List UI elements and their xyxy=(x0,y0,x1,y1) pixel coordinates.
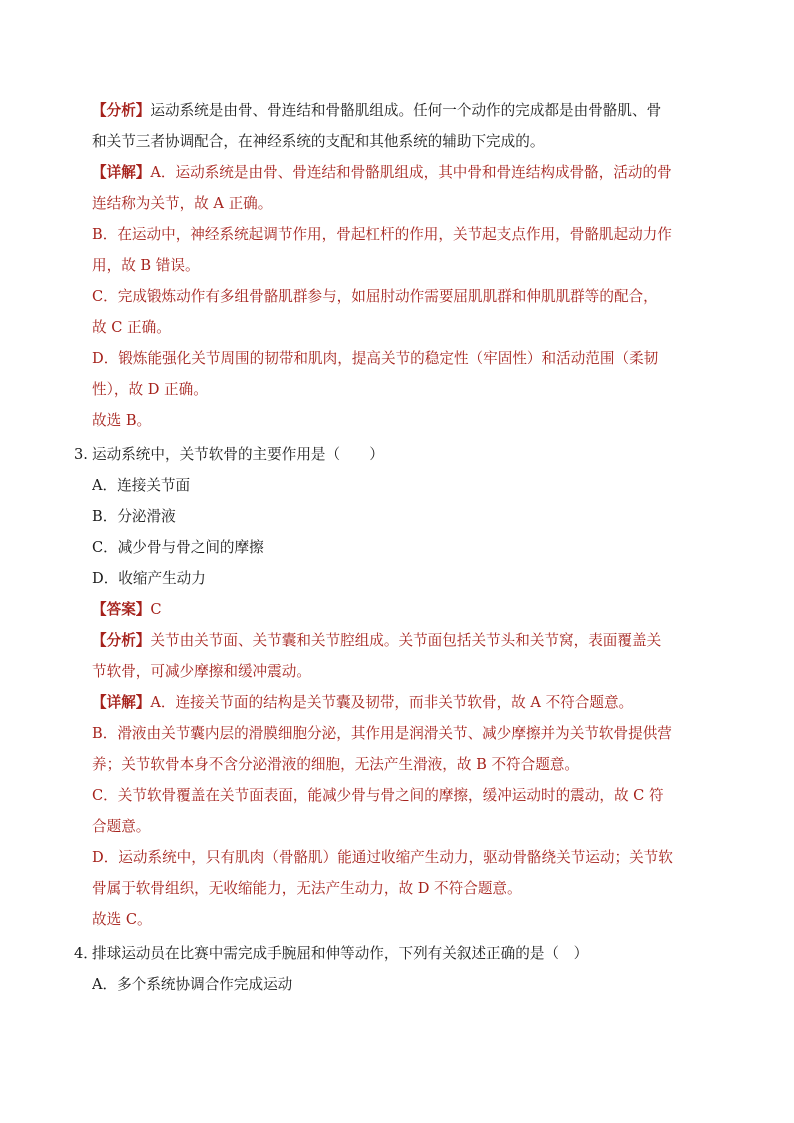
answer-tag: 【答案】 xyxy=(92,601,151,618)
question-3-detail-c-line-2: 合题意。 xyxy=(92,818,151,835)
q2-analysis-line-2: 和关节三者协调配合，在神经系统的支配和其他系统的辅助下完成的。 xyxy=(92,133,545,150)
q2-detail-c-line-1: C．完成锻炼动作有多组骨骼肌群参与，如屈肘动作需要屈肌肌群和伸肌肌群等的配合， xyxy=(92,288,658,305)
analysis-text: 运动系统是由骨、骨连结和骨骼肌组成。任何一个动作的完成都是由骨骼肌、骨 xyxy=(150,102,662,119)
question-3-answer xyxy=(92,598,732,622)
question-3-detail-d-line-1: D．运动系统中，只有肌肉（骨骼肌）能通过收缩产生动力，驱动骨骼绕关节运动；关节软 xyxy=(92,849,673,866)
detail-text: A．连接关节面的结构是关节囊及韧带，而非关节软骨，故 A 不符合题意。 xyxy=(150,694,634,711)
q2-detail-c-line-2: 故 C 正确。 xyxy=(92,319,171,336)
question-3-option-c: C．减少骨与骨之间的摩擦 xyxy=(92,539,264,556)
analysis-tag: 【分析】 xyxy=(92,102,151,119)
q2-detail-d-line-2: 性），故 D 正确。 xyxy=(92,381,208,398)
question-3-analysis-line-1 xyxy=(92,629,732,653)
detail-tag: 【详解】 xyxy=(92,164,151,181)
q2-detail-a-line-1 xyxy=(92,161,732,185)
question-3-conclusion: 故选 C。 xyxy=(92,911,152,928)
q2-detail-a-line-2: 连结称为关节，故 A 正确。 xyxy=(92,195,273,212)
question-3-detail-b-line-2: 养；关节软骨本身不含分泌滑液的细胞，无法产生滑液，故 B 不符合题意。 xyxy=(92,756,580,773)
question-4-number: 4． xyxy=(74,945,98,962)
q2-detail-b-line-2: 用，故 B 错误。 xyxy=(92,257,200,274)
analysis-tag: 【分析】 xyxy=(92,632,151,649)
answer-value: C xyxy=(150,601,162,618)
question-3-stem: 运动系统中，关节软骨的主要作用是（ ） xyxy=(92,446,384,463)
question-3-analysis-line-2: 节软骨，可减少摩擦和缓冲震动。 xyxy=(92,663,311,680)
question-3-detail-b-line-1: B．滑液由关节囊内层的滑膜细胞分泌，其作用是润滑关节、减少摩擦并为关节软骨提供营 xyxy=(92,725,672,742)
question-3-option-d: D．收缩产生动力 xyxy=(92,570,206,587)
q2-detail-b-line-1: B．在运动中，神经系统起调节作用，骨起杠杆的作用，关节起支点作用，骨骼肌起动力作 xyxy=(92,226,672,243)
analysis-text: 关节由关节面、关节囊和关节腔组成。关节面包括关节头和关节窝，表面覆盖关 xyxy=(150,632,662,649)
question-3-option-b: B．分泌滑液 xyxy=(92,508,176,525)
question-3-detail-a xyxy=(92,691,732,715)
question-3-detail-c-line-1: C．关节软骨覆盖在关节面表面，能减少骨与骨之间的摩擦，缓冲运动时的震动，故 C 符 xyxy=(92,787,664,804)
detail-text: A．运动系统是由骨、骨连结和骨骼肌组成，其中骨和骨连结构成骨骼，活动的骨 xyxy=(150,164,672,181)
question-4-option-a: A．多个系统协调合作完成运动 xyxy=(92,976,293,993)
question-3-number: 3. xyxy=(74,446,88,463)
q2-conclusion: 故选 B。 xyxy=(92,412,152,429)
question-4-stem: 排球运动员在比赛中需完成手腕屈和伸等动作，下列有关叙述正确的是（ ） xyxy=(92,945,589,962)
q2-analysis-line-1 xyxy=(92,99,732,123)
question-3-option-a: A．连接关节面 xyxy=(92,477,191,494)
detail-tag: 【详解】 xyxy=(92,694,151,711)
q2-detail-d-line-1: D．锻炼能强化关节周围的韧带和肌肉，提高关节的稳定性（牢固性）和活动范围（柔韧 xyxy=(92,350,659,367)
question-3-detail-d-line-2: 骨属于软骨组织，无收缩能力，无法产生动力，故 D 不符合题意。 xyxy=(92,880,522,897)
